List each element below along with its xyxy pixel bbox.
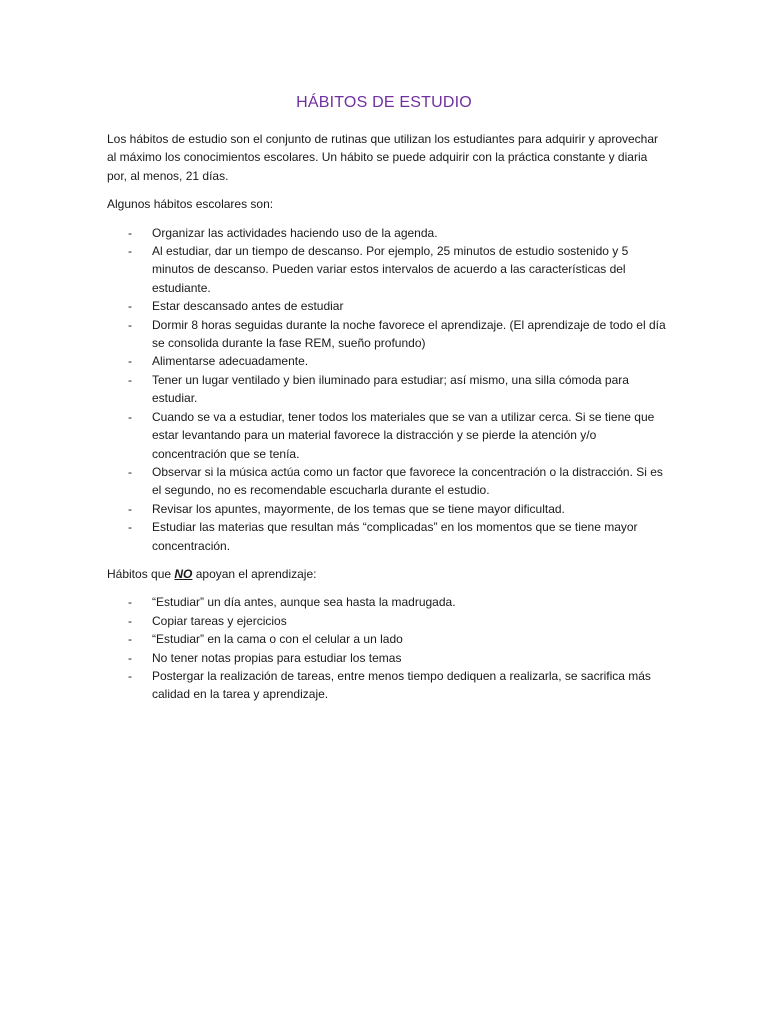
list-item (107, 593, 667, 611)
bullet-dash: - (128, 244, 132, 259)
list-item-text: Alimentarse adecuadamente. (152, 354, 309, 369)
list-item-text: Organizar las actividades haciendo uso de la agenda. (152, 225, 438, 240)
list-item-text: “Estudiar” un día antes, aunque sea hasta la madrugada. (152, 595, 456, 610)
list-item (107, 224, 667, 242)
list-item-text: Tener un lugar ventilado y bien iluminado para estudiar; así mismo, una silla cómoda para estudiar. (152, 372, 629, 406)
bullet-dash: - (128, 668, 132, 683)
list-item-text: Cuando se va a estudiar, tener todos los materiales que se van a utilizar cerca. Si se tiene que estar levantando para un material favorece la distracción y se pierde la atención y/o concentración que se tenía. (152, 409, 655, 461)
bullet-dash: - (128, 501, 132, 516)
list-item (107, 667, 667, 704)
list-item (107, 612, 667, 630)
bad-habits-heading (107, 565, 667, 583)
list-item (107, 242, 667, 297)
bullet-dash: - (128, 520, 132, 535)
list-item (107, 518, 667, 555)
list-item-text: Copiar tareas y ejercicios (152, 613, 287, 628)
bullet-dash: - (128, 650, 132, 665)
bad-habits-list (107, 593, 667, 703)
list-item-text: Estudiar las materias que resultan más “complicadas” en los momentos que se tiene mayor concentración. (152, 520, 638, 553)
document-body (107, 130, 667, 714)
good-habits-heading: Algunos hábitos escolares son: (107, 197, 274, 212)
bullet-dash: - (128, 613, 132, 628)
list-item-text: Revisar los apuntes, mayormente, de los temas que se tiene mayor dificultad. (152, 501, 565, 516)
list-item (107, 371, 667, 408)
list-item (107, 408, 667, 463)
good-habits-list (107, 224, 667, 555)
bullet-dash: - (128, 595, 132, 610)
intro-paragraph: Los hábitos de estudio son el conjunto de rutinas que utilizan los estudiantes para adquirir y aprovechar al máximo los conocimientos escolares. Un hábito se puede adquirir con la práctica constante y diaria por, al menos, 21 días. (107, 132, 659, 183)
list-item (107, 297, 667, 315)
list-item-text: Postergar la realización de tareas, entre menos tiempo dediquen a realizarla, se sacrifica más calidad en la tarea y aprendizaje. (152, 668, 651, 702)
bad-habits-heading-end: apoyan el aprendizaje: (192, 566, 317, 581)
list-item-text: “Estudiar” en la cama o con el celular a un lado (152, 632, 403, 647)
list-item-text: Dormir 8 horas seguidas durante la noche favorece el aprendizaje. (El aprendizaje de todo el día se consolida durante la fase REM, sueño profundo) (152, 317, 666, 351)
bullet-dash: - (128, 372, 132, 387)
bullet-dash: - (128, 464, 132, 479)
list-item (107, 316, 667, 353)
bullet-dash: - (128, 225, 132, 240)
bullet-dash: - (128, 299, 132, 314)
bullet-dash: - (128, 632, 132, 647)
bad-habits-heading-start: Hábitos que (107, 566, 175, 581)
bullet-dash: - (128, 409, 132, 424)
list-item (107, 649, 667, 667)
list-item-text: Al estudiar, dar un tiempo de descanso. Por ejemplo, 25 minutos de estudio sostenido y 5 minutos de descanso. Pueden variar estos intervalos de acuerdo a las características del estudiante. (152, 244, 629, 295)
list-item (107, 500, 667, 518)
list-item-text: Estar descansado antes de estudiar (152, 299, 344, 314)
bullet-dash: - (128, 354, 132, 369)
list-item (107, 352, 667, 370)
document-title: HÁBITOS DE ESTUDIO (296, 94, 472, 111)
list-item (107, 630, 667, 648)
list-item-text: No tener notas propias para estudiar los temas (152, 650, 402, 665)
list-item (107, 463, 667, 500)
bullet-dash: - (128, 317, 132, 332)
bad-habits-heading-no: NO (174, 566, 193, 581)
list-item-text: Observar si la música actúa como un factor que favorece la concentración o la distracción. Si es el segundo, no es recomendable escucharla durante el estudio. (152, 464, 663, 498)
